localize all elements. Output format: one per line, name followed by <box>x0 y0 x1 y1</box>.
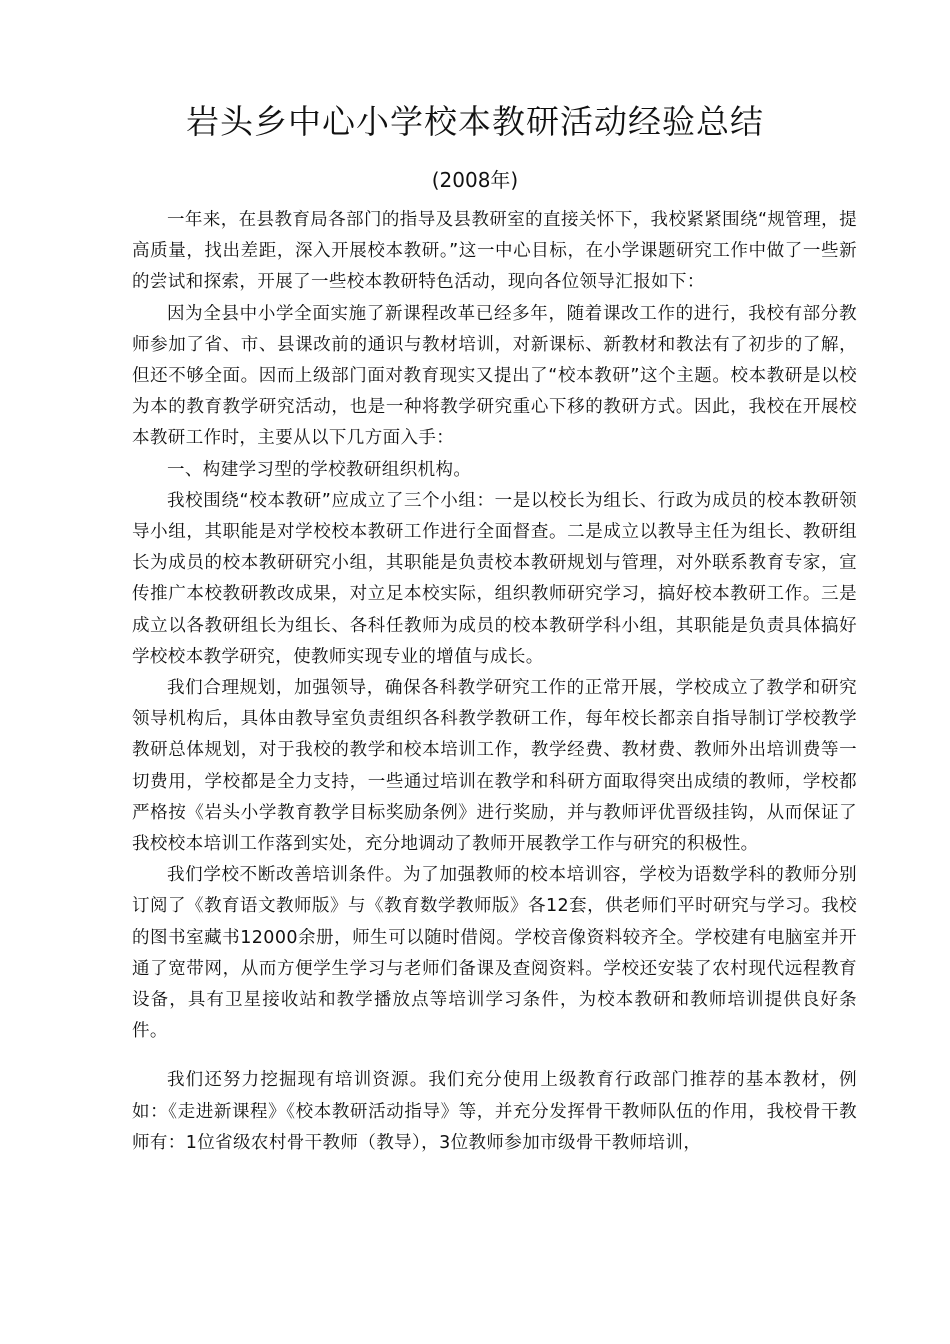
paragraph-resources: 我们还努力挖掘现有培训资源。我们充分使用上级教育行政部门推荐的基本教材，例如：《走进新课程》《校本教研活动指导》等，并充分发挥骨干教师队伍的作用，我校骨干教师有：1位省级农村骨干教师（教导），3位教师参加市级骨干教师培训， <box>132 1070 857 1153</box>
document-body <box>132 205 857 1159</box>
paragraph-intro: 一年来，在县教育局各部门的指导及县教研室的直接关怀下，我校紧紧围绕“规管理，提高质量，找出差距，深入开展校本教研。”这一中心目标，在小学课题研究工作中做了一些新的尝试和探索，开展了一些校本教研特色活动，现向各位领导汇报如下： <box>132 210 857 293</box>
paragraph-groups: 我校围绕“校本教研”应成立了三个小组：一是以校长为组长、行政为成员的校本教研领导小组，其职能是对学校校本教研工作进行全面督查。二是成立以教导主任为组长、教研组长为成员的校本教研研究小组，其职能是负责校本教研规划与管理，对外联系教育专家，宣传推广本校教研教改成果，对立足本校实际，组织教师研究学习，搞好校本教研工作。三是成立以各教研组长为组长、各科任教师为成员的校本教研学科小组，其职能是负责具体搞好学校校本教学研究，使教师实现专业的增值与成长。 <box>132 490 857 667</box>
paragraph-planning: 我们合理规划，加强领导，确保各科教学研究工作的正常开展，学校成立了教学和研究领导机构后，具体由教导室负责组织各科教学教研工作，每年校长都亲自指导制订学校教学教研总体规划，对于我校的教学和校本培训工作，教学经费、教材费、教师外出培训费等一切费用，学校都是全力支持，一些通过培训在教学和科研方面取得突出成绩的教师，学校都严格按《岩头小学教育教学目标奖励条例》进行奖励，并与教师评优晋级挂钩，从而保证了我校校本培训工作落到实处，充分地调动了教师开展教学工作与研究的积极性。 <box>132 678 857 855</box>
document-title: 岩头乡中心小学校本教研活动经验总结 <box>186 102 764 141</box>
document-subtitle: (2008年) <box>431 168 519 192</box>
paragraph-background: 因为全县中小学全面实施了新课程改革已经多年，随着课改工作的进行，我校有部分教师参加了省、市、县课改前的通识与教材培训，对新课标、新教材和教法有了初步的了解，但还不够全面。因而上级部门面对教育现实又提出了“校本教研”这个主题。校本教研是以校为本的教育教学研究活动，也是一种将教学研究重心下移的教研方式。因此，我校在开展校本教研工作时，主要从以下几方面入手： <box>132 303 857 449</box>
paragraph-conditions: 我们学校不断改善培训条件。为了加强教师的校本培训容，学校为语数学科的教师分别订阅了《教育语文教师版》与《教育数学教师版》各12套，供老师们平时研究与学习。我校的图书室藏书12000余册，师生可以随时借阅。学校音像资料较齐全。学校建有电脑室并开通了宽带网，从而方便学生学习与老师们备课及查阅资料。学校还安装了农村现代远程教育设备，具有卫星接收站和教学播放点等培训学习条件，为校本教研和教师培训提供良好条件。 <box>132 865 857 1042</box>
section-heading-1: 一、构建学习型的学校教研组织机构。 <box>167 459 472 480</box>
